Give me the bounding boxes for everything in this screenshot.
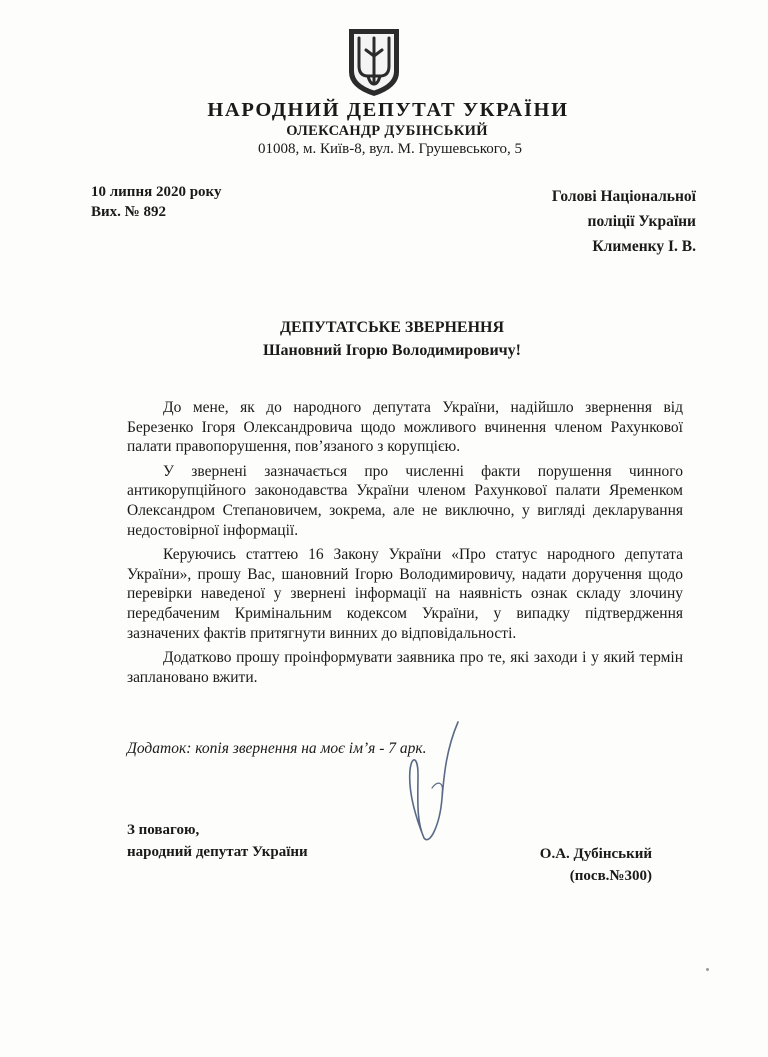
letter-meta	[91, 182, 221, 222]
signer-block	[540, 843, 652, 887]
letter-body	[127, 398, 683, 692]
coat-of-arms-icon	[346, 26, 402, 98]
outgoing-number: Вих. № 892	[91, 204, 166, 220]
addressee-line: Клименку І. В.	[592, 238, 696, 255]
attachment-note: Додаток: копія звернення на моє ім’я - 7 арк.	[127, 740, 427, 757]
signer-name: О.А. Дубінський	[539, 846, 652, 862]
letterhead-title: НАРОДНИЙ ДЕПУТАТ УКРАЇНИ	[207, 99, 569, 121]
letter-date: 10 липня 2020 року	[91, 184, 222, 200]
letterhead-name: ОЛЕКСАНДР ДУБІНСЬКИЙ	[286, 123, 488, 139]
body-paragraph: До мене, як до народного депутата України, надійшло звернення від Березенко Ігоря Олександровича щодо можливого вчинення членом Рахункової палати правопорушення, пов’язаного з корупцією.	[127, 399, 683, 456]
salutation: Шановний Ігорю Володимировичу!	[262, 342, 522, 359]
subject-title: ДЕПУТАТСЬКЕ ЗВЕРНЕННЯ	[279, 319, 505, 336]
body-paragraph: У звернені зазначається про численні факти порушення чинного антикорупційного законодавства України членом Рахункової палати Яременком Олександром Степановичем, зокрема, але не виключно, у вигляді декларування недостовірної інформації.	[127, 462, 683, 539]
scan-speck	[706, 968, 709, 971]
closing-title: народний депутат України	[127, 844, 308, 860]
signer-id: (посв.№300)	[569, 868, 652, 884]
body-paragraph: Керуючись статтею 16 Закону України «Про статус народного депутата України», прошу Вас, шановний Ігорю Володимировичу, надати доручення щодо перевірки наведеної у звернені інформації на наявність ознак складу злочину передбаченим Кримінальним кодексом України, у випадку підтвердження зазначених фактів притягнути винних до відповідальності.	[127, 546, 683, 642]
body-paragraph: Додатково прошу проінформувати заявника про те, які заходи і у який термін заплановано вжити.	[127, 649, 683, 686]
closing-block	[127, 819, 308, 863]
handwritten-signature	[372, 720, 472, 860]
closing-regards: З повагою,	[127, 822, 200, 838]
subject-block	[0, 316, 768, 362]
addressee-line: поліції України	[587, 213, 696, 230]
addressee-line: Голові Національної	[551, 188, 696, 205]
addressee-block	[552, 184, 696, 259]
letterhead-address: 01008, м. Київ-8, вул. М. Грушевського, 5	[257, 141, 523, 157]
